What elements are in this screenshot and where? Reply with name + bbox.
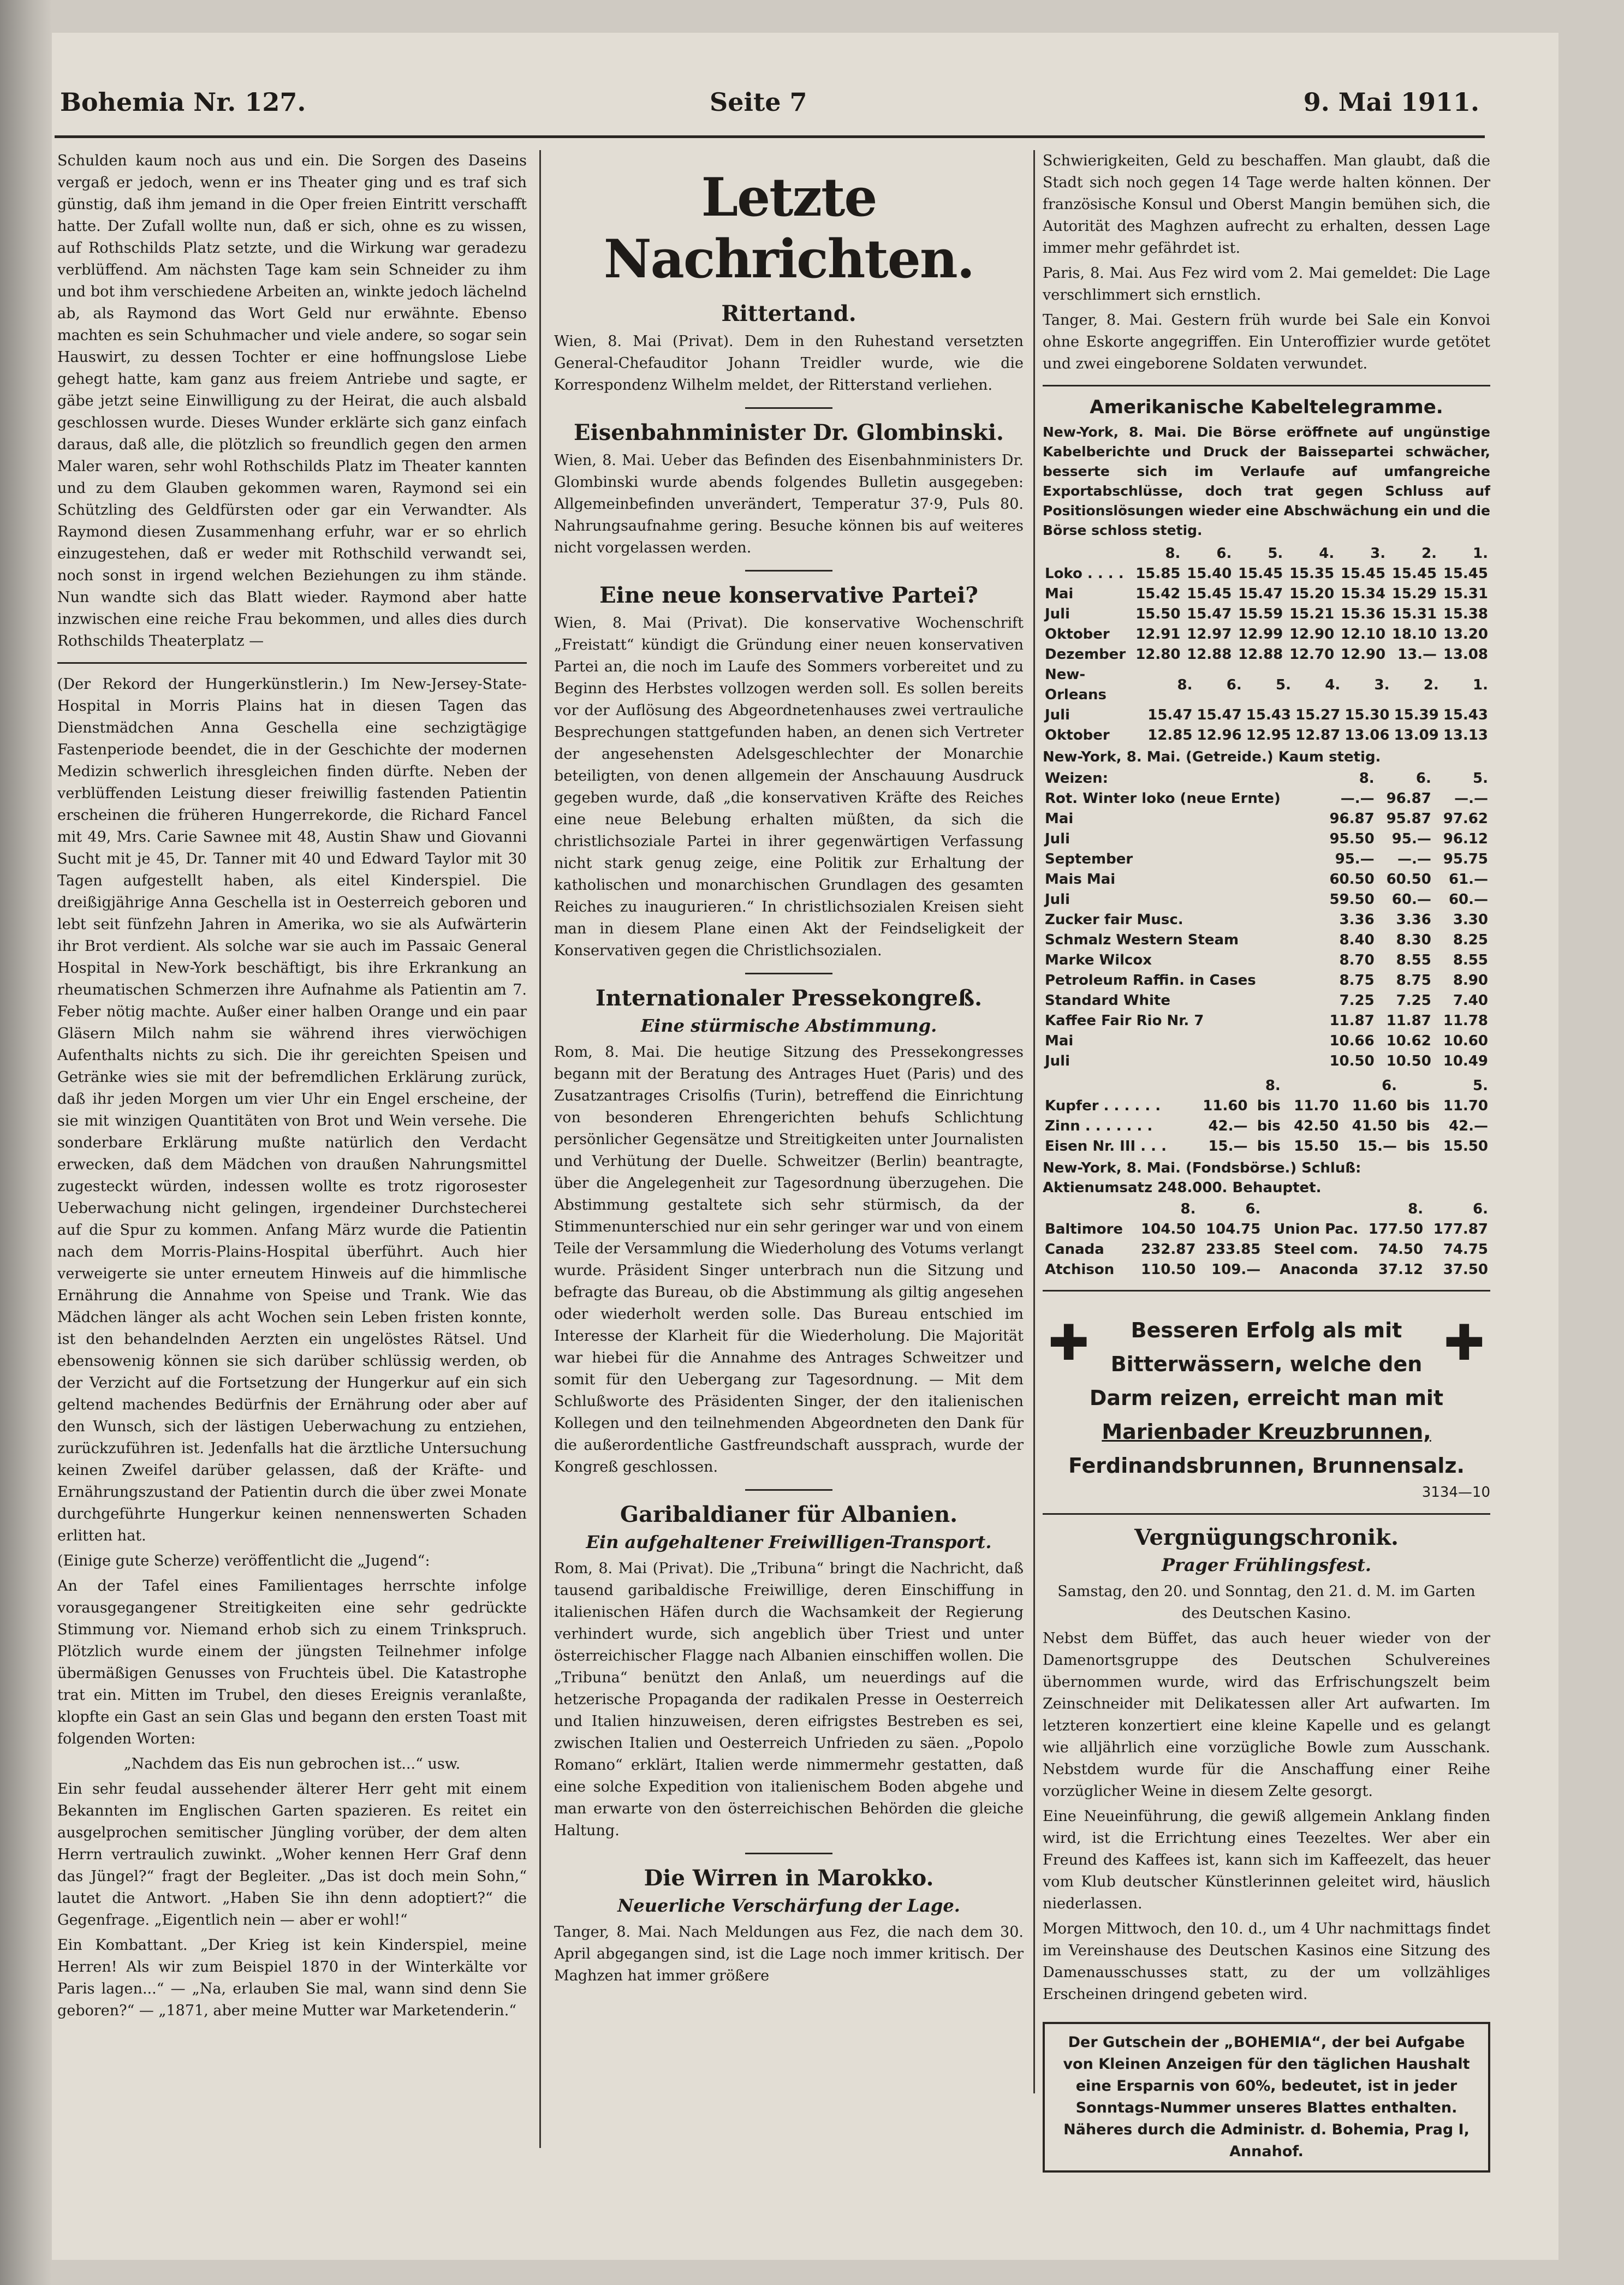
news-divider — [745, 407, 832, 409]
table-row — [1043, 1116, 1490, 1136]
news-text: Wien, 8. Mai (Privat). Dem in den Ruhestand versetzten General-Chefauditor Johann Treidler wurde, wie die Korrespondenz Wilhelm meldet, der Ritterstand verliehen. — [554, 333, 1024, 394]
table-cell: 3.36 — [1339, 912, 1375, 928]
news-text: Wien, 8. Mai (Privat). Die konservative Wochenschrift „Freistatt“ kündigt die Gründung einer neuen konservativen Partei an, die noch im Laufe des Sommers vorbereitet und zu Beginn des Herbstes vollzogen werden soll. Es sollen bereits vor der Auflösung des Abgeordnetenhauses zwei vertrauliche Besprechungen stattgefunden haben, an denen sich Vertreter der angesehensten Adelsgeschlechter der Monarchie beteiligten, von denen allgemein der Anschauung Ausdruck gegeben wurde, daß „die konservativen Kräfte des Reiches eine neue Belebung erhalten müßten, da sich die christlichsoziale Partei in ihrer gegenwärtigen Verfassung nicht stark genug zeige, eine Politik zur Erhaltung der katholischen und monarchischen Grundlagen des gesamten Reiches zu inaugurieren.“ In christlichsozialen Kreisen sieht man in diesem Plane einen Akt der Feindseligkeit der Konservativen gegen die Christlichsozialen. — [554, 615, 1024, 959]
entertainment-text: Samstag, den 20. und Sonntag, den 21. d. M. im Garten des Deutschen Kasino. — [1057, 1583, 1476, 1622]
row-label: Juli — [1045, 831, 1070, 847]
column-header: 4. — [1319, 545, 1335, 562]
table-cell: bis — [1406, 1098, 1430, 1114]
row-label: Standard White — [1045, 992, 1171, 1009]
table-cell: 15.45 — [1238, 566, 1283, 582]
column-header: 6. — [1415, 770, 1431, 787]
table-cell: 61.— — [1448, 871, 1488, 888]
table-cell: 41.50 — [1352, 1118, 1397, 1134]
column-header — [1263, 1199, 1360, 1219]
news-subheadline: Eine stürmische Abstimmung. — [640, 1015, 937, 1036]
row-label: Dezember — [1045, 646, 1126, 663]
table-row — [1043, 1260, 1490, 1280]
table-cell: 15.85 — [1135, 566, 1181, 582]
table-cell: 96.12 — [1443, 831, 1488, 847]
table-cell: 12.96 — [1197, 727, 1242, 743]
header-page-number: Seite 7 — [710, 87, 807, 117]
table-cell: 12.90 — [1340, 646, 1386, 663]
table-cell: 10.60 — [1443, 1033, 1488, 1049]
article-paragraph: (Der Rekord der Hungerkünstlerin.) Im New-Jersey-State-Hospital in Morris Plains hat in diesen Tagen das Dienstmädchen Anna Geschella eine sechzigtägige Fastenperiode beendet, die in der Geschichte der modernen Medizin schwerlich ihresgleichen finden dürfte. Neben der verblüffenden Leistung dieser freiwillig fastenden Patientin erscheinen die früheren Hungerrekorde, die Richard Fancel mit 49, Mrs. Carie Sawnee mit 48, Austin Shaw und Giovanni Sucht mit je 45, Dr. Tanner mit 40 und Edward Taylor mit 30 Tagen aufgestellt haben, als eitel Kinderspiel. Die dreißigjährige Anna Geschella ist in Oesterreich geboren und lebt seit fünfzehn Jahren in Amerika, wo sie als Aufwärterin ihr Brot verdient. Als solche war sie auch im Passaic General Hospital in New-York beschäftigt, bis ihre Erkrankung an rheumatischen Schmerzen ihre Aufnahme als Patientin am 7. Feber nötig machte. Außer einer halben Orange und ein paar Gläsern Milch nahm sie während ihres vierwöchigen Aufenthalts nichts zu sich. Die ihr gereichten Speisen und Getränke wies sie mit der befremdlichen Erklärung zurück, daß ihr jeden Morgen um vier Uhr ein Engel erscheine, der sie mit winzigen Quantitäten von Brot und Wein versehe. Die sonderbare Erklärung mußte natürlich den Verdacht erwecken, daß dem Mädchen von draußen Nahrungsmittel zugesteckt würden, indessen wollte es trotz rigorosester Ueberwachung nicht gelingen, irgendeiner Durchstecherei auf die Spur zu kommen. Anfang März wurde die Patientin nach dem Morris-Plains-Hospital überführt. Auch hier verweigerte sie unter erneutem Hinweis auf die himmlische Ernährung die Annahme von Speise und Trank. Wie das Mädchen länger als acht Wochen sein Leben fristen konnte, ist den behandelnden Aerzten ein ungelöstes Rätsel. Und ebensowenig können sie sich darüber schlüssig werden, ob der Verzicht auf die Fortsetzung der Hungerkur auf ein sich geltend machendes Bedürfnis der Ernährung oder aber auf den Wunsch, sich der lästigen Ueberwachung zu entziehen, zurückzuführen ist. Jedenfalls hat die ärztliche Untersuchung keinen Zweifel darüber gelassen, daß der Kräfte- und Ernährungszustand der Patientin durch die über zwei Monate durchgeführte Hungerkur keinen nennenswerten Schaden erlitten hat. — [57, 676, 527, 1544]
row-label: Marke Wilcox — [1045, 952, 1152, 968]
row-label: Mai — [1045, 586, 1074, 602]
entertainment-text: Eine Neueinführung, die gewiß allgemein Anklang finden wird, ist die Errichtung eines Teezeltes. Wer aber ein Freund des Kaffees ist, kann sich im Kaffeezelt, das heuer vom Klub deutscher Künstlerinnen geleitet wird, häuslich niederlassen. — [1043, 1808, 1490, 1912]
table-row — [1043, 890, 1490, 910]
table-cell: 37.50 — [1443, 1261, 1488, 1278]
table-cell: 60.50 — [1386, 871, 1431, 888]
row-label: Mais Mai — [1045, 871, 1116, 888]
page-header — [60, 82, 1479, 126]
column-middle — [554, 150, 1024, 2203]
column-header: 8. — [1165, 545, 1181, 562]
table-cell: 60.— — [1391, 891, 1431, 908]
row-label: Juli — [1045, 891, 1070, 908]
table-cell: 15.42 — [1135, 586, 1181, 602]
table-row — [1043, 624, 1490, 645]
table-cell: Anaconda — [1280, 1261, 1359, 1278]
table-cell: 12.91 — [1135, 626, 1181, 642]
row-label: Rot. Winter loko (neue Ernte) — [1045, 790, 1281, 807]
column-header: 3. — [1370, 545, 1386, 562]
table-row — [1043, 971, 1490, 991]
stocks-turnover: Aktienumsatz 248.000. Behauptet. — [1043, 1180, 1322, 1196]
news-text: Tanger, 8. Mai. Gestern früh wurde bei Sale ein Konvoi ohne Eskorte angegriffen. Ein Unteroffizier wurde getötet und zwei eingeborene Soldaten verwundet. — [1043, 312, 1490, 372]
table-row — [1043, 991, 1490, 1011]
table-cell: 15.29 — [1391, 586, 1437, 602]
news-headline: Die Wirren in Marokko. — [644, 1865, 934, 1891]
column-header: 6. — [1473, 1201, 1488, 1217]
table-row — [1043, 1240, 1490, 1260]
table-cell: —.— — [1340, 790, 1375, 807]
table-cell: 12.85 — [1147, 727, 1193, 743]
column-header: 1. — [1473, 676, 1488, 693]
table-row — [1043, 645, 1490, 665]
column-header: 2. — [1423, 676, 1439, 693]
table-cell: 15.40 — [1187, 566, 1232, 582]
column-header: 6. — [1226, 676, 1242, 693]
header-issue: Bohemia Nr. 127. — [60, 87, 306, 117]
table-cell: bis — [1257, 1138, 1281, 1155]
table-cell: 104.50 — [1141, 1221, 1196, 1237]
row-label: Kupfer . . . . . . — [1045, 1098, 1161, 1114]
row-label: Juli — [1045, 1053, 1070, 1069]
table-cell: 12.99 — [1238, 626, 1283, 642]
table-row — [1043, 910, 1490, 930]
row-label: Mai — [1045, 811, 1074, 827]
table-cell: 15.47 — [1238, 586, 1283, 602]
table-cell: 15.34 — [1340, 586, 1386, 602]
table-cell: 3.30 — [1453, 912, 1488, 928]
entertainment-headline: Vergnügungschronik. — [1134, 1525, 1399, 1550]
cable-intro: New-York, 8. Mai. Die Börse eröffnete auf ungünstige Kabelberichte und Druck der Baissepartei schwächer, besserte sich im Verlaufe auf umfangreiche Exportabschlüsse, doch trat gegen Schluss auf Positionslösungen wieder eine Abschwächung ein und die Börse schloss stetig. — [1043, 424, 1490, 538]
table-cell: 10.62 — [1386, 1033, 1431, 1049]
table-cell: 15.45 — [1443, 566, 1488, 582]
news-divider — [745, 570, 832, 572]
row-label: Schmalz Western Steam — [1045, 932, 1239, 948]
table-cell: 13.09 — [1394, 727, 1439, 743]
row-label: Canada — [1045, 1241, 1104, 1258]
table-cell: 8.90 — [1453, 972, 1488, 989]
table-cell: 15.50 — [1294, 1138, 1339, 1155]
article-paragraph: Schulden kaum noch aus und ein. Die Sorgen des Daseins vergaß er jedoch, wenn er ins Theater ging und es traf sich günstig, daß ihm jemand in die Oper freien Eintritt verschafft hatte. Der Zufall wollte nun, daß er sich, ohne es zu wissen, auf Rothschilds Platz setzte, und die Wirkung war geradezu verblüffend. Am nächsten Tage kam sein Schneider zu ihm und bot ihm verschiedene Arbeiten an, winkte jedoch lächelnd ab, als Raymond das Wort Geld nur erwähnte. Ebenso machten es sein Schuhmacher und viele andere, so sogar sein Hauswirt, zu dessen Tochter er eine hoffnungslose Liebe gehegt hatte, kam ganz aus freiem Antriebe und sagte, er gäbe jetzt seine Einwilligung zu der Heirat, die auch alsbald geschlossen wurde. Dieses Wunder erklärte sich ganz einfach daraus, daß alle, die plötzlich so freundlich gegen den armen Maler waren, sehr wohl Rothschilds Platz im Theater kannten und zu dem Glauben gekommen waren, Raymond sei ein Schützling des Geldfürsten oder gar ein Verwandter. Als Raymond diesen Zusammenhang erfuhr, war er so ehrlich einzugestehen, daß er weder mit Rothschild verwandt sei, noch sonst in irgend welchen Beziehungen zu ihm stände. Nun wandte sich das Blatt wieder. Raymond aber hatte inzwischen eine reiche Frau bekommen, und alles dies durch Rothschilds Theaterplatz — — [57, 152, 527, 650]
table-cell: 10.66 — [1329, 1033, 1375, 1049]
stocks-heading: New-York, 8. Mai. (Fondsbörse.) Schluß: — [1043, 1160, 1361, 1176]
article-paragraph: Ein Kombattant. „Der Krieg ist kein Kinderspiel, meine Herren! Als wir zum Beispiel 1870 in der Winterkälte vor Paris lagen...“ — „Na, erlauben Sie mal, wann sind denn Sie geboren?“ — „1871, aber meine Mutter war Marketenderin.“ — [57, 1937, 527, 2019]
advert-code: 3134—10 — [1421, 1484, 1490, 1501]
table-cell: bis — [1257, 1118, 1281, 1134]
table-row — [1043, 829, 1490, 849]
table-row — [1043, 1031, 1490, 1051]
table-cell: 104.75 — [1205, 1221, 1261, 1237]
table-row — [1043, 809, 1490, 829]
row-label: Mai — [1045, 1033, 1074, 1049]
column-header: 2. — [1421, 545, 1437, 562]
table-row — [1043, 1096, 1490, 1116]
table-cell: 18.10 — [1391, 626, 1437, 642]
row-label: September — [1045, 851, 1133, 867]
table-cell: 74.75 — [1443, 1241, 1488, 1258]
article-divider — [57, 662, 527, 664]
table-cell: 10.50 — [1386, 1053, 1431, 1069]
table-cell: 233.85 — [1205, 1241, 1261, 1258]
table-row — [1043, 849, 1490, 870]
news-divider — [745, 1489, 832, 1491]
column-right — [1043, 150, 1490, 2160]
table-cell: 110.50 — [1141, 1261, 1196, 1278]
row-label: Eisen Nr. III . . . — [1045, 1138, 1167, 1155]
table-row — [1043, 705, 1490, 725]
column-divider — [1033, 150, 1035, 2093]
table-cell: 15.38 — [1443, 606, 1488, 622]
table-cell: 95.— — [1335, 851, 1375, 867]
table-cell: 8.55 — [1453, 952, 1488, 968]
table-cell: 60.50 — [1329, 871, 1375, 888]
entertainment-subheadline: Prager Frühlingsfest. — [1162, 1555, 1371, 1575]
column-header: 6. — [1216, 545, 1232, 562]
table-cell: Union Pac. — [1274, 1221, 1359, 1237]
column-header: 3. — [1374, 676, 1390, 693]
table-cell: 11.70 — [1294, 1098, 1339, 1114]
table-cell: 42.— — [1448, 1118, 1488, 1134]
column-header: 8. — [1265, 1078, 1281, 1094]
row-label: Baltimore — [1045, 1221, 1123, 1237]
table-cell: 8.75 — [1396, 972, 1431, 989]
table-cell: 12.70 — [1289, 646, 1335, 663]
news-text: Wien, 8. Mai. Ueber das Befinden des Eisenbahnministers Dr. Glombinski wurde abends folgendes Bulletin ausgegeben: Allgemeinbefinden unverändert, Temperatur 37·9, Puls 80. Nahrungsaufnahme gering. Besuche können bis auf weiteres nicht vorgelassen werden. — [554, 452, 1024, 556]
metals-table — [1043, 1076, 1490, 1157]
cable-headline: Amerikanische Kabeltelegramme. — [1090, 396, 1443, 418]
table-cell: 10.49 — [1443, 1053, 1488, 1069]
row-label: Juli — [1045, 707, 1070, 723]
news-headline: Internationaler Pressekongreß. — [595, 985, 983, 1011]
table-cell: 15.50 — [1135, 606, 1181, 622]
advert-line: Marienbader Kreuzbrunnen, — [1102, 1420, 1431, 1444]
column-header — [1399, 1076, 1432, 1096]
table-cell: 60.— — [1448, 891, 1488, 908]
table-cell: 12.95 — [1246, 727, 1291, 743]
article-paragraph: „Nachdem das Eis nun gebrochen ist...“ usw. — [123, 1756, 461, 1772]
table-cell: 3.36 — [1396, 912, 1431, 928]
table-cell: 15.— — [1208, 1138, 1248, 1155]
table-cell: —.— — [1397, 851, 1431, 867]
advert-line: Ferdinandsbrunnen, Brunnensalz. — [1068, 1454, 1465, 1478]
table-cell: 8.40 — [1339, 932, 1375, 948]
mineral-water-advert — [1043, 1313, 1490, 1502]
stocks-table — [1043, 1199, 1490, 1280]
table-cell: 8.55 — [1396, 952, 1431, 968]
column-header: Weizen: — [1045, 770, 1108, 787]
table-cell: 177.87 — [1433, 1221, 1488, 1237]
news-text: Schwierigkeiten, Geld zu beschaffen. Man glaubt, daß die Stadt sich noch gegen 14 Tage werde halten können. Der französische Konsul und Oberst Mangin bemühen sich, die Autorität des Maghzen aufrecht zu erhalten, dessen Lage immer mehr gefährdet ist. — [1043, 152, 1490, 257]
section-title: Letzte Nachrichten. — [603, 166, 974, 290]
grain-table — [1043, 769, 1490, 1072]
column-header — [1043, 1199, 1133, 1219]
row-label: Loko . . . . — [1045, 566, 1124, 582]
column-header: 8. — [1180, 1201, 1196, 1217]
table-cell: 8.75 — [1339, 972, 1375, 989]
section-divider — [1043, 1513, 1490, 1515]
table-cell: 11.70 — [1443, 1098, 1488, 1114]
row-label: Zucker fair Musc. — [1045, 912, 1183, 928]
table-cell: 59.50 — [1329, 891, 1375, 908]
advert-line: Besseren Erfolg als mit — [1131, 1318, 1402, 1342]
news-text: Rom, 8. Mai. Die heutige Sitzung des Pressekongresses begann mit der Beratung des Antrages Huet (Paris) und des Zusatzantrages Crisolfis (Turin), betreffend die Einrichtung von besonderen Ehrengerichten behufs Schlichtung persönlicher Gegensätze und Streitigkeiten unter Journalisten und Verhütung der Duelle. Schweitzer (Berlin) beantragte, über die Angelegenheit zur Tagesordnung überzugehen. Die Abstimmung gestaltete sich sehr stürmisch, da der Stimmenunterschied nur ein sehr geringer war und von einem Teile der Versammlung die Wiederholung des Votums verlangt wurde. Präsident Singer unterbrach nun die Sitzung und befragte das Bureau, ob die Abstimmung als giltig angesehen oder wiederholt werden solle. Das Bureau entschied im Interesse der Klarheit für die Wiederholung. Die Majorität war hiebei für die Annahme des Antrages Schweitzer und somit für den Uebergang zur Tagesordnung. — Mit dem Schlußworte des Präsidenten Singer, der den italienischen Kollegen und den teilnehmenden Abgeordneten den Dank für die außerordentliche Gastfreundschaft aussprach, wurde der Kongreß geschlossen. — [554, 1044, 1024, 1475]
article-paragraph: (Einige gute Scherze) veröffentlicht die „Jugend“: — [57, 1552, 430, 1569]
table-cell: 12.88 — [1238, 646, 1283, 663]
table-cell: 15.47 — [1187, 606, 1232, 622]
table-row — [1043, 1011, 1490, 1031]
table-cell: 15.47 — [1147, 707, 1193, 723]
news-subheadline: Ein aufgehaltener Freiwilligen-Transport. — [586, 1532, 992, 1552]
column-header: 5. — [1473, 770, 1488, 787]
table-cell: 15.31 — [1391, 606, 1437, 622]
table-cell: 15.45 — [1340, 566, 1386, 582]
table-row — [1043, 604, 1490, 624]
column-header: 1. — [1473, 545, 1488, 562]
column-header: 4. — [1325, 676, 1341, 693]
table-row — [1043, 1136, 1490, 1157]
table-cell: 15.— — [1357, 1138, 1397, 1155]
table-cell: 42.50 — [1294, 1118, 1339, 1134]
column-header — [1283, 1076, 1341, 1096]
table-cell: 15.43 — [1443, 707, 1488, 723]
table-cell: 96.87 — [1329, 811, 1375, 827]
news-divider — [745, 973, 832, 974]
table-cell: 11.78 — [1443, 1013, 1488, 1029]
table-cell: 15.21 — [1289, 606, 1335, 622]
table-cell: 11.87 — [1386, 1013, 1431, 1029]
row-label: Oktober — [1045, 727, 1110, 743]
table-cell: 13.08 — [1443, 646, 1488, 663]
row-label: Zinn . . . . . . . — [1045, 1118, 1153, 1134]
column-header: 8. — [1408, 1201, 1424, 1217]
table-cell: 7.25 — [1396, 992, 1431, 1009]
table-cell: 42.— — [1208, 1118, 1248, 1134]
table-cell: 177.50 — [1368, 1221, 1424, 1237]
column-left — [57, 150, 527, 2148]
cotton-table-newyork — [1043, 544, 1490, 665]
entertainment-text: Nebst dem Büffet, das auch heuer wieder von der Damenortsgruppe des Deutschen Schulvereines übernommen wurde, wird das Erfrischungszelt beim Zeinschneider mit Delikatessen aller Art aufwarten. Im letzteren konzertiert eine kleine Kapelle und es gelangt wie alljährlich eine vorzügliche Bowle zum Ausschank. Nebstdem wurde für die Anschaffung einer Reihe vorzüglicher Weine in diesem Zelte gesorgt. — [1043, 1630, 1490, 1800]
section-divider — [1043, 1290, 1490, 1292]
table-cell: bis — [1406, 1118, 1430, 1134]
table-cell: 95.87 — [1386, 811, 1431, 827]
table-cell: 12.87 — [1295, 727, 1341, 743]
table-row — [1043, 564, 1490, 584]
table-cell: 12.90 — [1289, 626, 1335, 642]
table-cell: 95.— — [1391, 831, 1431, 847]
page-binding-shadow — [0, 0, 52, 2285]
news-headline: Garibaldianer für Albanien. — [620, 1502, 958, 1527]
table-cell: 7.25 — [1339, 992, 1375, 1009]
column-header: 5. — [1473, 1078, 1488, 1094]
coupon-notice-box: Der Gutschein der „BOHEMIA“, der bei Aufgabe von Kleinen Anzeigen für den täglichen Haushalt eine Ersparnis von 60%, bedeutet, ist in jeder Sonntags-Nummer unseres Blattes enthalten. Näheres durch die Administr. d. Bohemia, Prag I, Annahof. — [1043, 2022, 1490, 2173]
table-row — [1043, 870, 1490, 890]
column-header: 5. — [1276, 676, 1291, 693]
table-cell: 11.60 — [1203, 1098, 1248, 1114]
table-cell: 8.25 — [1453, 932, 1488, 948]
column-header: New-Orleans — [1045, 667, 1107, 703]
news-headline: Rittertand. — [721, 301, 856, 326]
table-cell: 10.50 — [1329, 1053, 1375, 1069]
header-date: 9. Mai 1911. — [1303, 87, 1479, 117]
row-label: Atchison — [1045, 1261, 1115, 1278]
table-cell: 15.30 — [1345, 707, 1390, 723]
table-cell: 74.50 — [1378, 1241, 1424, 1258]
table-row — [1043, 789, 1490, 809]
news-headline: Eine neue konservative Partei? — [599, 582, 978, 608]
table-cell: 15.47 — [1197, 707, 1242, 723]
table-cell: 15.36 — [1340, 606, 1386, 622]
table-row — [1043, 584, 1490, 604]
table-row — [1043, 1051, 1490, 1072]
news-text: Tanger, 8. Mai. Nach Meldungen aus Fez, die nach dem 30. April abgegangen sind, ist die Lage noch immer kritisch. Der Maghzen hat immer größere — [554, 1924, 1024, 1984]
table-cell: 109.— — [1211, 1261, 1261, 1278]
table-cell: 13.20 — [1443, 626, 1488, 642]
table-cell: 15.39 — [1394, 707, 1439, 723]
table-cell: 15.45 — [1187, 586, 1232, 602]
header-rule — [55, 135, 1485, 138]
cross-icon: ✚ — [1048, 1314, 1090, 1372]
news-divider — [745, 1853, 832, 1854]
table-cell: bis — [1406, 1138, 1430, 1155]
section-divider — [1043, 385, 1490, 386]
row-label: Juli — [1045, 606, 1070, 622]
table-cell: 8.70 — [1339, 952, 1375, 968]
advert-line: Bitterwässern, welche den — [1110, 1352, 1423, 1376]
column-header: 5. — [1268, 545, 1283, 562]
cross-icon: ✚ — [1443, 1314, 1485, 1372]
table-cell: —.— — [1454, 790, 1488, 807]
table-cell: 15.27 — [1295, 707, 1341, 723]
table-cell: bis — [1257, 1098, 1281, 1114]
table-cell: 95.75 — [1443, 851, 1488, 867]
table-cell: 97.62 — [1443, 811, 1488, 827]
table-cell: 15.31 — [1443, 586, 1488, 602]
table-cell: 15.50 — [1443, 1138, 1488, 1155]
row-label: Kaffee Fair Rio Nr. 7 — [1045, 1013, 1204, 1029]
table-cell: 11.60 — [1352, 1098, 1397, 1114]
table-cell: 11.87 — [1329, 1013, 1375, 1029]
table-cell: 12.97 — [1187, 626, 1232, 642]
table-row — [1043, 1219, 1490, 1240]
advert-line: Darm reizen, erreicht man mit — [1089, 1386, 1444, 1410]
news-text: Rom, 8. Mai (Privat). Die „Tribuna“ bringt die Nachricht, daß tausend garibaldische Freiwillige, deren Einschiffung in italienischen Häfen durch die Wachsamkeit der Regierung verhindert wurde, sich angeblich über Triest und unter österreichischer Flagge nach Albanien einschiffen wollen. Die „Tribuna“ benützt den Anlaß, um neuerdings auf die hetzerische Propaganda der radikalen Presse in Oesterreich und Italien hinzuweisen, deren eifrigstes Bestreben es sei, zwischen Italien und Oesterreich Unfrieden zu säen. „Popolo Romano“ erklärt, Italien werde nimmermehr gestatten, daß eine solche Expedition von italienischem Boden abgehe und man erwarte von den österreichischen Behörden die gleiche Haltung. — [554, 1560, 1024, 1839]
table-cell: 232.87 — [1141, 1241, 1196, 1258]
table-cell: 15.43 — [1246, 707, 1291, 723]
table-cell: 96.87 — [1386, 790, 1431, 807]
table-cell: 8.30 — [1396, 932, 1431, 948]
news-subheadline: Neuerliche Verschärfung der Lage. — [617, 1895, 960, 1916]
table-cell: 13.06 — [1345, 727, 1390, 743]
table-cell: 7.40 — [1453, 992, 1488, 1009]
table-cell: 15.45 — [1391, 566, 1437, 582]
grain-heading: New-York, 8. Mai. (Getreide.) Kaum stetig. — [1043, 749, 1381, 765]
cotton-table-neworleans — [1043, 665, 1490, 746]
table-cell: 15.59 — [1238, 606, 1283, 622]
row-label: Petroleum Raffin. in Cases — [1045, 972, 1256, 989]
column-header: 8. — [1359, 770, 1375, 787]
news-headline: Eisenbahnminister Dr. Glombinski. — [574, 420, 1004, 445]
table-row — [1043, 950, 1490, 971]
column-header — [1192, 1076, 1250, 1096]
row-label: Oktober — [1045, 626, 1110, 642]
article-paragraph: Ein sehr feudal aussehender älterer Herr geht mit einem Bekannten im Englischen Garten spazieren. Es reitet ein ausgelprochen semitischer Jüngling vorüber, der dem alten Herrn vertraulich zuwinkt. „Woher kennen Herr Graf denn das Jüngel?“ fragt der Begleiter. „Das ist doch mein Sohn,“ lautet die Antwort. „Haben Sie ihn denn adoptiert?“ die Gegenfrage. „Eigentlich nein — aber er wohl!“ — [57, 1781, 527, 1929]
table-cell: 13.13 — [1443, 727, 1488, 743]
table-cell: 12.10 — [1340, 626, 1386, 642]
column-header: 8. — [1177, 676, 1193, 693]
table-cell: 13.— — [1397, 646, 1437, 663]
column-header: 6. — [1245, 1201, 1261, 1217]
column-divider — [539, 150, 541, 2148]
table-cell: Steel com. — [1274, 1241, 1359, 1258]
table-row — [1043, 725, 1490, 746]
entertainment-text: Morgen Mittwoch, den 10. d., um 4 Uhr nachmittags findet im Vereinshause des Deutschen Kasinos eine Sitzung des Damenausschusses statt, zu der um vollzähliges Erscheinen dringend gebeten wird. — [1043, 1920, 1490, 2003]
table-cell: 95.50 — [1329, 831, 1375, 847]
table-cell: 37.12 — [1378, 1261, 1424, 1278]
column-header: 6. — [1382, 1078, 1397, 1094]
table-row — [1043, 930, 1490, 950]
news-text: Paris, 8. Mai. Aus Fez wird vom 2. Mai gemeldet: Die Lage verschlimmert sich ernstlich. — [1043, 265, 1490, 304]
table-cell: 15.35 — [1289, 566, 1335, 582]
table-cell: 12.80 — [1135, 646, 1181, 663]
table-cell: 15.20 — [1289, 586, 1335, 602]
article-paragraph: An der Tafel eines Familientages herrschte infolge vorausgegangener Streitigkeiten eine sehr gedrückte Stimmung vor. Niemand erhob sich zu einem Trinkspruch. Plötzlich wurde einem der jüngsten Teilnehmer infolge übermäßigen Genusses von Fruchteis übel. Die Katastrophe trat ein. Mitten im Trubel, den dieses Ereignis veranlaßte, klopfte ein Gast an sein Glas und begann den ersten Toast mit folgenden Worten: — [57, 1578, 527, 1747]
table-cell: 12.88 — [1187, 646, 1232, 663]
